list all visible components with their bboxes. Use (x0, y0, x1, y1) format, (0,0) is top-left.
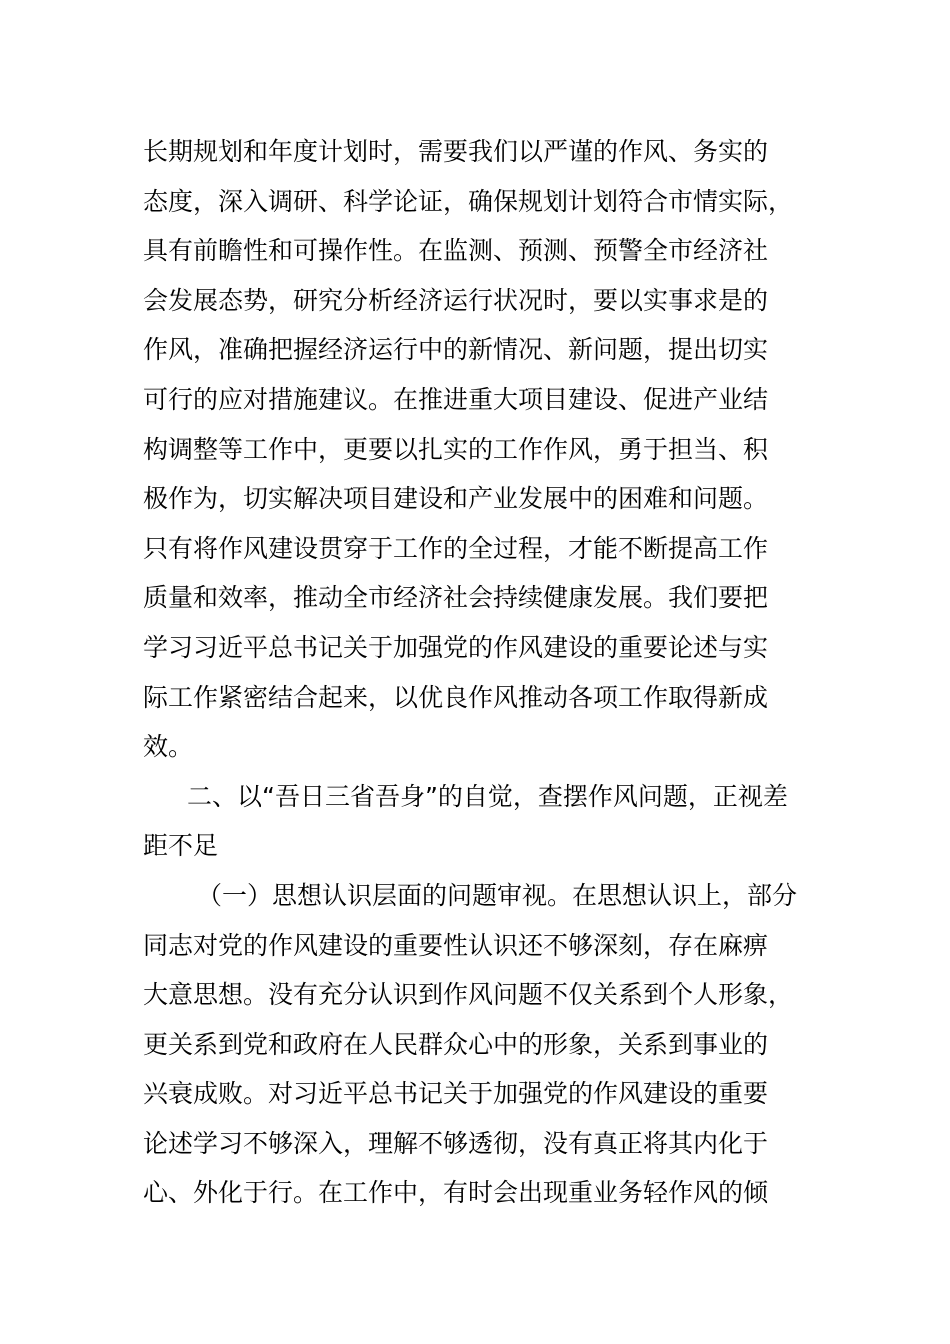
text-line: 心、外化于行。在工作中，有时会出现重业务轻作风的倾 (143, 1178, 769, 1208)
text-line: 长期规划和年度计划时，需要我们以严谨的作风、务实的 (143, 137, 769, 166)
text-line: 会发展态势，研究分析经济运行状况时，要以实事求是的 (143, 285, 769, 315)
text-line: 具有前瞻性和可操作性。在监测、预测、预警全市经济社 (143, 236, 769, 266)
text-line: 只有将作风建设贯穿于工作的全过程，才能不断提高工作 (143, 533, 769, 563)
text-line: 同志对党的作风建设的重要性认识还不够深刻，存在麻痹 (143, 930, 769, 960)
text-line: 际工作紧密结合起来，以优良作风推动各项工作取得新成 (143, 682, 769, 712)
text-line: 论述学习不够深入，理解不够透彻，没有真正将其内化于 (143, 1128, 769, 1158)
text-line: 大意思想。没有充分认识到作风问题不仅关系到个人形象， (143, 980, 794, 1010)
body-text (143, 127, 823, 1218)
text-line: 作风，准确把握经济运行中的新情况、新问题，提出切实 (143, 335, 769, 365)
text-line: 态度，深入调研、科学论证，确保规划计划符合市情实际， (143, 186, 794, 216)
text-line: 更关系到党和政府在人民群众心中的形象，关系到事业的 (143, 1029, 769, 1059)
text-line: 构调整等工作中，更要以扎实的工作作风，勇于担当、积 (143, 434, 769, 464)
text-line: 学习习近平总书记关于加强党的作风建设的重要论述与实 (143, 632, 769, 662)
subsection-paragraph-start: （一）思想认识层面的问题审视。在思想认识上，部分 (197, 880, 798, 910)
section-heading-continued: 距不足 (143, 831, 219, 861)
section-heading: 二、以“吾日三省吾身”的自觉，查摆作风问题，正视差 (187, 781, 788, 811)
text-line: 兴衰成败。对习近平总书记关于加强党的作风建设的重要 (143, 1079, 769, 1109)
text-line: 极作为，切实解决项目建设和产业发展中的困难和问题。 (143, 484, 769, 514)
text-line: 质量和效率，推动全市经济社会持续健康发展。我们要把 (143, 583, 769, 613)
text-line: 可行的应对措施建议。在推进重大项目建设、促进产业结 (143, 384, 769, 414)
text-line: 效。 (143, 732, 194, 762)
